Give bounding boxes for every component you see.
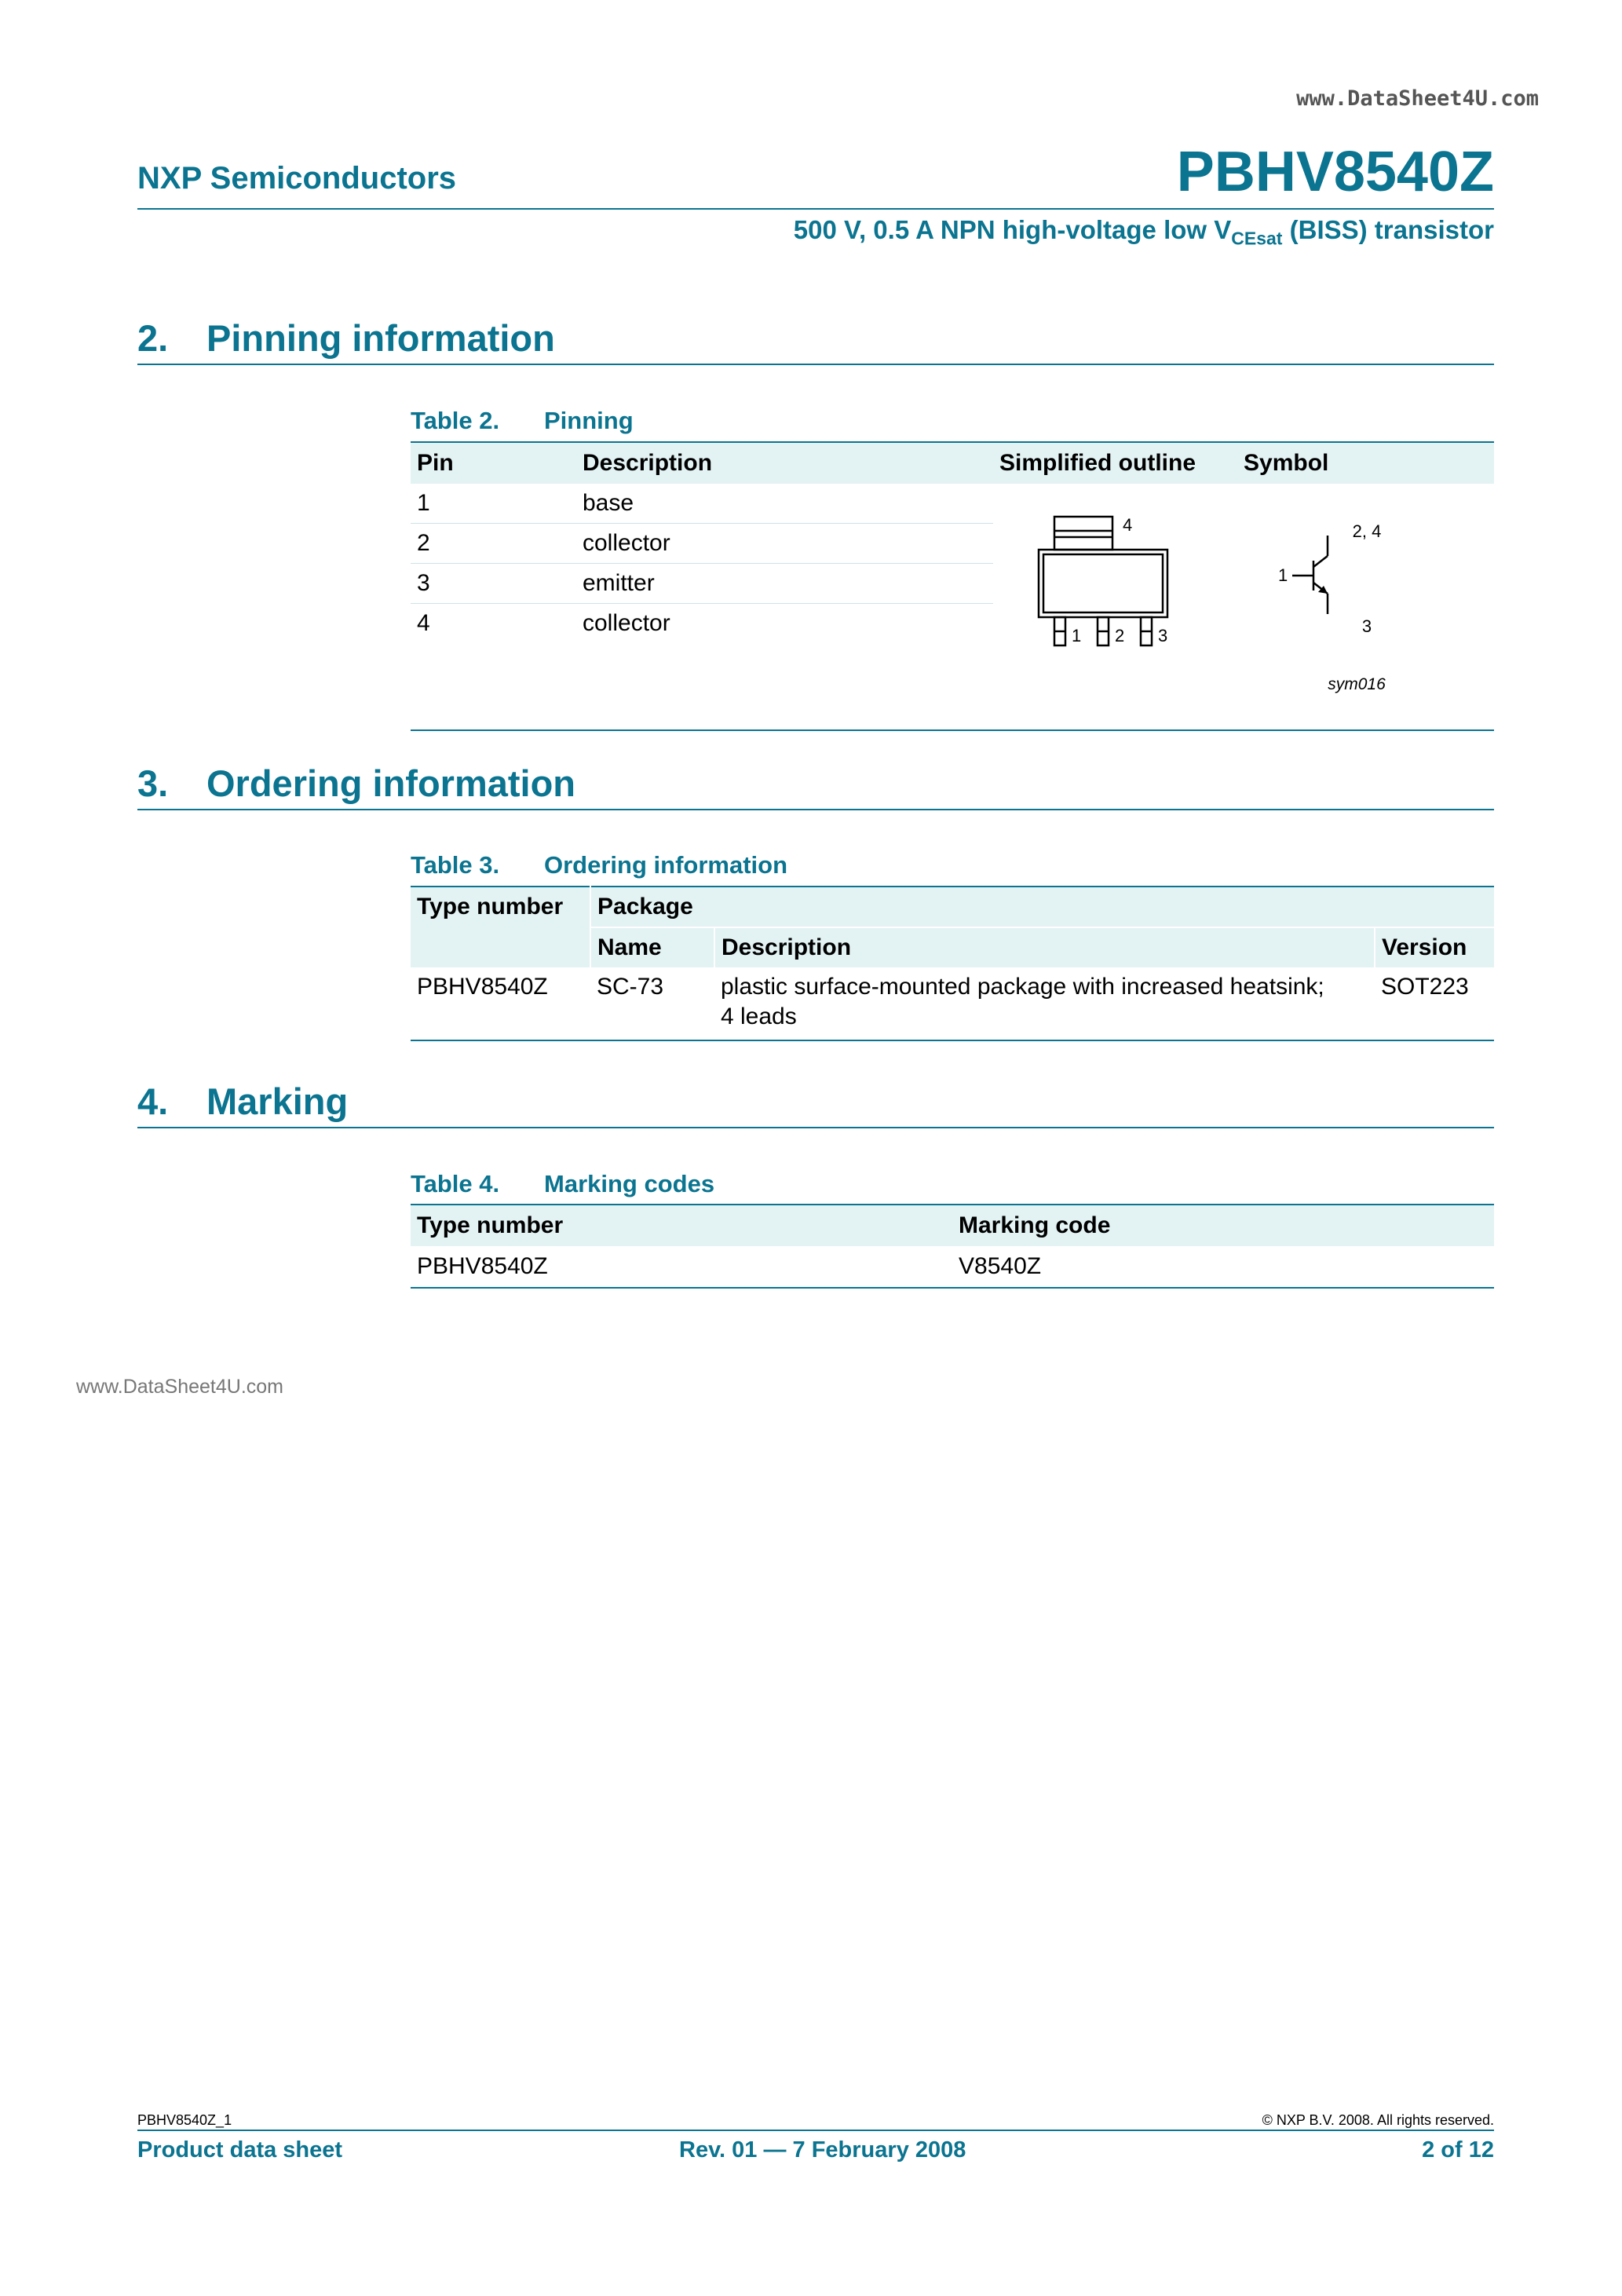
outline-label-2: 2 <box>1115 626 1125 645</box>
version-cell: SOT223 <box>1381 974 1469 1000</box>
pin-cell: 1 <box>411 484 576 524</box>
product-title: PBHV8540Z <box>1176 141 1494 203</box>
sot223-outline-drawing <box>993 484 1225 719</box>
col-type-number: Type number <box>411 1205 952 1246</box>
symbol-label-base: 1 <box>1278 565 1288 585</box>
symbol-label-emitter: 3 <box>1361 616 1372 636</box>
col-symbol: Symbol <box>1237 442 1494 484</box>
outline-cell <box>993 484 1237 730</box>
symbol-label-collector: 2, 4 <box>1352 521 1382 541</box>
symbol-ref: sym016 <box>1328 675 1386 693</box>
footer-doc-type: Product data sheet <box>137 2137 343 2163</box>
col-type-number: Type number <box>411 887 590 967</box>
table4-caption: Table 4. Marking codes <box>411 1170 715 1197</box>
table-header-row <box>411 887 1494 927</box>
section-title: Marking <box>206 1080 349 1122</box>
table-row <box>411 1246 1494 1288</box>
section-pinning <box>137 316 1494 365</box>
section-title: Ordering information <box>206 762 575 804</box>
description-cell: collector <box>576 524 993 564</box>
section-number: 2. <box>137 317 169 359</box>
table-header-row <box>411 1205 1494 1246</box>
section-number: 3. <box>137 762 169 804</box>
pin-cell: 3 <box>411 564 576 604</box>
name-cell: SC-73 <box>597 974 664 1000</box>
col-description: Description <box>714 927 1375 967</box>
header-rule <box>137 208 1494 210</box>
ordering-table <box>411 886 1494 1041</box>
symbol-cell <box>1237 484 1494 730</box>
watermark-top: www.DataSheet4U.com <box>1296 86 1539 111</box>
table3-caption: Table 3. Ordering information <box>411 851 787 879</box>
col-version: Version <box>1375 927 1494 967</box>
table2-caption: Table 2. Pinning <box>411 407 634 434</box>
col-package: Package <box>590 887 1494 927</box>
product-subtitle: 500 V, 0.5 A NPN high-voltage low $V_{CEsat}$ (BISS) transistor <box>793 215 1494 249</box>
type-number-cell: PBHV8540Z <box>417 974 548 1000</box>
section-ordering <box>137 762 1494 810</box>
col-description: Description <box>576 442 993 484</box>
description-cell: plastic surface-mounted package with increased heatsink; 4 leads <box>721 974 1324 1029</box>
section-title: Pinning information <box>206 317 555 359</box>
outline-label-4: 4 <box>1123 515 1133 535</box>
outline-label-3: 3 <box>1158 626 1168 645</box>
table-row <box>411 484 1494 524</box>
col-name: Name <box>590 927 714 967</box>
company-name: NXP Semiconductors <box>137 161 457 196</box>
col-marking-code: Marking code <box>952 1205 1494 1246</box>
marking-table <box>411 1204 1494 1289</box>
footer-revision: Rev. 01 — 7 February 2008 <box>679 2137 966 2163</box>
pin-cell: 4 <box>417 610 430 636</box>
description-cell: base <box>576 484 993 524</box>
col-outline: Simplified outline <box>993 442 1237 484</box>
footer-rule <box>137 2130 1494 2131</box>
marking-code-cell: V8540Z <box>959 1253 1042 1279</box>
table-header-row <box>411 442 1494 484</box>
table-row <box>411 967 1494 1040</box>
doc-code: PBHV8540Z_1 <box>137 2112 232 2128</box>
footer-page-number: 2 of 12 <box>1422 2137 1494 2163</box>
type-number-cell: PBHV8540Z <box>417 1253 548 1279</box>
description-cell: collector <box>583 610 670 636</box>
pinning-table <box>411 441 1494 731</box>
pin-cell: 2 <box>411 524 576 564</box>
section-marking <box>137 1080 1494 1128</box>
outline-label-1: 1 <box>1072 626 1082 645</box>
description-cell: emitter <box>576 564 993 604</box>
section-number: 4. <box>137 1080 169 1122</box>
npn-transistor-symbol <box>1237 484 1473 719</box>
col-pin: Pin <box>411 442 576 484</box>
watermark-mid: www.DataSheet4U.com <box>76 1376 284 1398</box>
copyright: © NXP B.V. 2008. All rights reserved. <box>1262 2112 1494 2128</box>
